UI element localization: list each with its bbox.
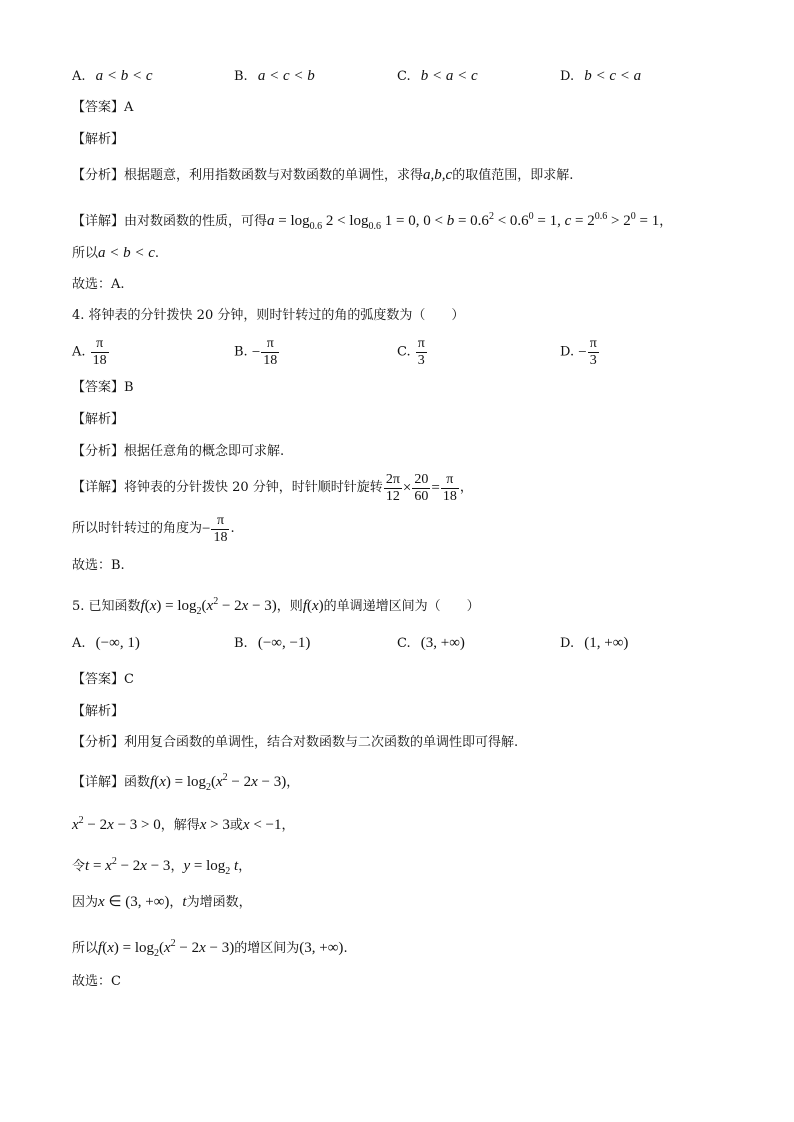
option-fraction (261, 336, 279, 369)
fraction-numerator: π (96, 336, 104, 351)
q5-detail (72, 768, 299, 798)
equals-sign: = (431, 480, 440, 496)
q5-choose: 故选：C (72, 974, 121, 989)
q3-option-b (234, 66, 315, 87)
fraction-numerator: 20 (414, 471, 429, 487)
option-expr: b < a < c (420, 68, 478, 84)
option-expr: (1, +∞) (584, 635, 629, 651)
q4-choose: 故选：B. (72, 558, 125, 573)
q5-because (72, 892, 252, 913)
so-end: . (154, 246, 160, 261)
option-expr: (−∞, −1) (257, 635, 311, 651)
so-mid: 的增区间为 (234, 941, 300, 956)
option-expr: b < c < a (584, 68, 642, 84)
option-label: B. (234, 69, 248, 84)
q5-answer: 【答案】C (72, 672, 134, 687)
option-fraction (416, 336, 427, 369)
q4-option-b (234, 336, 280, 369)
detail-prefix: 【详解】将钟表的分针拨快 20 分钟，时针顺时针旋转 (72, 480, 383, 495)
q3-option-c (397, 66, 478, 87)
fraction-denominator: 3 (416, 352, 427, 369)
detail-end: ， (459, 480, 473, 495)
let-prefix: 令 (72, 859, 86, 874)
so-function: $f(x) = \log_2(x^2 - 2x - 3)$ (98, 938, 235, 959)
option-expr: a < c < b (257, 68, 315, 84)
because-expr: x ∈ (3, +∞) (98, 894, 170, 910)
option-fraction (91, 336, 109, 369)
ineq-or: 或 (229, 818, 243, 833)
option-fraction (588, 336, 599, 369)
fraction-denominator: 18 (92, 353, 107, 368)
option-label: C. (397, 636, 411, 651)
fraction-numerator: π (417, 336, 425, 351)
detail-end: ， (659, 214, 673, 229)
q4-stem: 4. 将钟表的分针拨快 20 分钟，则时针转过的角的弧度数为（ ） (72, 308, 465, 323)
option-label: C. (397, 344, 411, 360)
fraction-denominator: 3 (588, 352, 599, 369)
fraction-denominator: 60 (414, 488, 429, 504)
fraction-denominator: 18 (213, 529, 228, 545)
q4-option-c (397, 336, 428, 369)
ineq-end: ， (281, 818, 295, 833)
detail-fraction-2 (412, 472, 430, 505)
q3-fenxi (72, 165, 573, 186)
ineq-expr: $x^2 - 2x - 3 > 0$ (72, 815, 161, 833)
so-expr: a < b < c (98, 245, 155, 261)
option-expr: (−∞, 1) (95, 635, 140, 651)
fraction-numerator: π (216, 512, 225, 528)
option-label: D. (560, 344, 575, 360)
q3-conclusion (72, 243, 159, 264)
so-sign: − (202, 521, 211, 537)
detail-prefix: 【详解】函数 (72, 775, 151, 790)
detail-function: $f(x) = \log_2(x^2 - 2x - 3)$ (150, 772, 287, 793)
option-label: B. (234, 344, 248, 360)
q4-analysis-heading: 【解析】 (72, 412, 125, 427)
option-sign: − (251, 344, 261, 361)
detail-formula: $a = \log_{0.6} 2 < \log_{0.6} 1 = 0$, $0 < b = 0.6^2 < 0.6^0 = 1$, $c = 2^{0.6} > 2^0 = 1$ (267, 211, 660, 232)
let-sep: ， (170, 859, 184, 874)
option-expr: (3, +∞) (420, 635, 465, 651)
q3-choose: 故选：A. (72, 277, 125, 292)
so-prefix: 所以 (72, 246, 99, 261)
q5-substitution (72, 852, 251, 882)
because-prefix: 因为 (72, 895, 99, 910)
q3-option-d (560, 66, 641, 87)
let-y: $y = \log_2 t$ (183, 858, 239, 877)
q5-inequality (72, 811, 295, 836)
q3-detail (72, 207, 672, 237)
because-mid: ， (169, 895, 183, 910)
q4-option-d (560, 336, 600, 369)
ineq-r1: x > 3 (199, 817, 230, 833)
q4-conclusion (72, 510, 235, 549)
so-prefix: 所以时针转过的角度为 (72, 521, 203, 536)
fraction-denominator: 18 (263, 353, 278, 368)
option-label: C. (397, 69, 411, 84)
so-prefix: 所以 (72, 941, 99, 956)
option-label: B. (234, 636, 248, 651)
q4-detail (72, 469, 473, 508)
q3-analysis-heading: 【解析】 (72, 132, 125, 147)
ineq-mid: ，解得 (160, 818, 200, 833)
stem-suffix: 的单调递增区间为（ ） (323, 599, 480, 614)
q5-option-b (234, 633, 310, 654)
fraction-numerator: π (589, 336, 597, 351)
fraction-denominator: 12 (384, 488, 402, 505)
q5-option-a (72, 633, 140, 654)
let-t: $t = x^2 - 2x - 3$ (85, 856, 171, 874)
q4-option-a (72, 336, 110, 369)
q3-answer: 【答案】A (72, 100, 134, 115)
so-end: . (343, 941, 348, 956)
because-t: t (182, 894, 187, 910)
so-end: . (230, 521, 235, 536)
because-suffix: 为增函数， (186, 895, 252, 910)
q5-analysis-heading: 【解析】 (72, 704, 125, 719)
so-interval: (3, +∞) (299, 940, 344, 956)
q4-answer: 【答案】B (72, 380, 134, 395)
ineq-r2: x < −1 (242, 817, 282, 833)
let-end: ， (238, 859, 252, 874)
detail-prefix: 【详解】由对数函数的性质，可得 (72, 214, 268, 229)
times-sign: × (402, 480, 412, 496)
q5-stem (72, 592, 480, 622)
fenxi-suffix: 的取值范围，即求解. (452, 168, 574, 183)
detail-end: ， (286, 775, 300, 790)
fraction-denominator: 18 (442, 488, 457, 504)
q5-fenxi: 【分析】利用复合函数的单调性，结合对数函数与二次函数的单调性即可得解. (72, 735, 519, 750)
q4-fenxi: 【分析】根据任意角的概念即可求解. (72, 444, 285, 459)
option-label: D. (560, 636, 575, 651)
q5-option-c (397, 633, 465, 654)
stem-prefix: 5. 已知函数 (72, 599, 141, 614)
option-sign: − (578, 344, 587, 361)
fraction-numerator: π (266, 336, 274, 351)
q5-option-d (560, 633, 628, 654)
option-label: A. (72, 344, 86, 360)
fraction-numerator: π (446, 471, 454, 487)
option-label: D. (560, 69, 575, 84)
stem-function: $f(x) = \log_2(x^2 - 2x - 3)$ (140, 596, 277, 617)
fenxi-prefix: 【分析】根据题意，利用指数函数与对数函数的单调性，求得 (72, 168, 424, 183)
fenxi-vars: a,b,c (423, 167, 453, 183)
so-fraction (211, 513, 229, 546)
option-expr: a < b < c (95, 68, 153, 84)
q3-option-a (72, 66, 153, 87)
stem-fx: f(x) (302, 598, 324, 614)
q5-conclusion (72, 934, 348, 964)
option-label: A. (72, 636, 86, 651)
fraction-numerator: 2π (385, 471, 400, 487)
detail-fraction-1 (384, 472, 402, 505)
stem-mid: ，则 (276, 599, 303, 614)
detail-fraction-3 (441, 472, 459, 505)
option-label: A. (72, 69, 86, 84)
